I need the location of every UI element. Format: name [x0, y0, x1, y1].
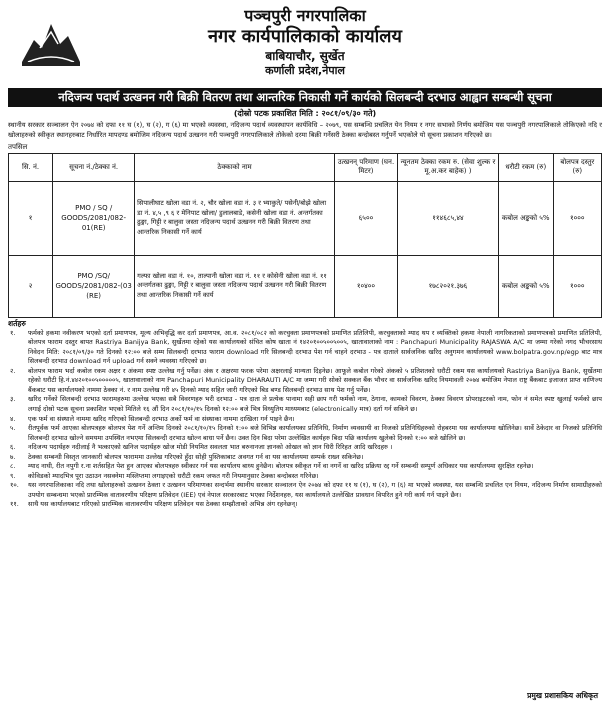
signature-title: प्रमुख प्रशासकिय अधिकृत — [527, 691, 598, 700]
contract-name: गल्फा खोला वडा नं. १०, ताल्पानी खोला वडा नं. ११ र कोसेनी खोला वडा नं. ११ अन्तर्गतका ढुङ्गा, गिट्टी र बालुवा जस्ता नदिजन्य पदार्थ उत्खनन गरी बिक्री वितरण तथा आन्तरिक निकासी गर्ने कार्य — [135, 255, 335, 317]
deposit-amount: कबोल अङ्कको ५% — [498, 255, 553, 317]
table-row — [9, 255, 602, 317]
municipality-emblem-icon — [20, 10, 82, 68]
minimum-amount: ११४६८५,४४ — [398, 181, 499, 255]
column-header: बोलपत्र दस्तुर (रु) — [553, 153, 601, 181]
serial-number: २ — [9, 255, 53, 317]
column-header: ठेक्काको नाम — [135, 153, 335, 181]
list-item: १०. यस नगरपालिकाका नदि तथा खोलाहरुको उत्खनन ठेक्ता र उत्खनन परिमाणका सन्दर्भमा स्थानीय सरकार सञ्चालन ऐन २०७४ को दफा ११ घ (१), घ (२), ग (६) मा भएको व्यवस्था, यस सम्बन्धि प्रचलित एन नियम, नदिजन्य निर्माण सामाग्रीहरुको उपयोग सम्बन्धमा भएको प्रारम्भिक वातावरणीय परिक्षण प्रतिवेदन (IEE) एवं नेपाल सरकारबाट भएका निर्देशनहरु, यस कार्यालयले उल्लेखित प्रावधान विपरित हुने गरी कार्य गर्न पाइने छैन। — [10, 481, 602, 499]
bid-fee: १००० — [553, 255, 601, 317]
letterhead — [8, 4, 602, 88]
column-header: सि. नं. — [9, 153, 53, 181]
contract-name: सिपालीघाट खोला वडा नं. २, चौर खोला वडा नं. ३ र भ्याकुते/ पसेनी/बोझे खोला डा नं. ४,५ ,९ ६ र मेनिपाट खोला/ डुलालबाडे, कसेनी खोला वडा नं. अन्तर्गतका ढुङ्गा, गिट्टी र बालुवा जस्ता नदिजन्य पदार्थ उत्खनन गरी बिक्री वितरण तथा आन्तरिक निकासी गर्ने कार्य — [135, 181, 335, 255]
serial-number: १ — [9, 181, 53, 255]
column-header: न्यूनतम ठेक्का रकम रु. (सेवा शुल्क र मू.अ.कर बाहेक) ) — [398, 153, 499, 181]
list-item: ११. साथै यस कार्यालयबाट गरिएको प्रारम्भिक वातावरणीय परिक्षण प्रतिवेदन यस ठेक्का सम्झौताको अभिन्न अंग रहनेछन्। — [10, 500, 298, 509]
list-item: ८. म्याद नाघी, रीत नपुगी र.ना शर्तसहित पेश हुन आएका बोलपत्रहरु स्वीकार गर्न यस कार्यालय बाध्य हुनेछैन। बोलपत्र स्वीकृत गर्ने वा नगर्ने वा खरिद प्रक्रिया रद्द गर्ने सम्बन्धी सम्पूर्ण अधिकार यस कार्यालयमा सुरक्षित रहनेछ। — [10, 462, 534, 471]
conditions-list — [8, 329, 602, 510]
table-header-row — [9, 153, 602, 181]
list-item: ६. नदिजन्य पदार्थहरु नदीलाई नै भत्काएको खनिज पदार्थहरु खोज मोडी नियमित सवलता भात बरुनानजा ज्ञानको ओखल को ज्ञान धिरी रिरिहत आदि खरिदहरु । — [10, 443, 393, 452]
office-address: बाबियाचौर, सुर्खेत — [265, 49, 345, 63]
contract-table — [8, 153, 602, 318]
list-item: २. बोलपत्र फाराम भर्दा कबोल रकम अक्षर र अंकमा स्पष्ट उल्लेख गर्नु पर्नेछ। अंक र अक्षरमा फरक परेमा अक्षरलाई मान्यता दिइनेछ। आफूले कबोल गरेको अंकको ५ प्रतिशतको धरौटी रकम यस कार्यालयको Rastriya Banijya Bank, सुर्खेतमा रहेको धरौटी हि.नं.४४२०१००५०००००५, खातावालाको नाम Panchapuri Municipality DHARAUTI A/C मा जम्मा गरी सोको सक्कल बैंक भौचर वा सार्वजनिक खरिद नियमावली २०७४ बमोजिम नेपाल राष्ट्र बैंकबाट इजाजत प्राप्त वाणिज्य बैंकबाट यस कार्यालयको नाममा ठेक्का नं. र नाम उल्लेख गरी ४५ दिनको म्याद सहित जारी गरिएको बिड बण्ड सिलबन्दी दरभाउ साथ पेश गर्नु पर्नेछ। — [10, 366, 602, 394]
list-item: ४. एक फर्म वा संस्थाले नाममा खरिद गरिएको सिलबन्दी दरभाउ अर्को फर्म वा संस्थाका नाममा दाखिला गर्न पाइने छैन। — [10, 414, 295, 423]
publication-date: (दोस्रो पटक प्रकाशित मिति : २०८१/०९/३० गते) — [233, 109, 377, 118]
list-item: ३. खरिद गर्नेको सिलबन्दी दरभाउ फारामहरुमा उल्लेख भएका सबै विवरणहरु भरी दरभाउ - पत्र दाता ले प्रत्येक पानामा सही छाप गरी फर्मको नाम, ठेगाना, कामको विवरण, ठेक्का विवरण प्रोपराइटरको नाम, फोन नं समेत स्पष्ट खुलाई फर्मको छाप लगाई दोस्रो पटक सूचना प्रकाशित भएको मितिले १६ औं दिन २०८१/१०/१५ दिनको १२:०० बजे भित्र विध्युतिय माध्यमबाट (electronically मात्र) दर्ता गर्न सकिने छ। — [10, 395, 602, 413]
list-item: ९. कोविडको म्यादभित्र पूरा उठाउन नसक्नेमा मस्लिप्तमा लगाइएको धरौटी रकम जफत गरी नियमानुसार ठेक्का बन्दोबस्त गरिनेछ। — [10, 471, 319, 480]
notice-number: PMO / SQ / GOODS/2081/082-01(RE) — [53, 181, 135, 255]
minimum-amount: १७८२०२१.३७६ — [398, 255, 499, 317]
intro-paragraph: स्थानीय सरकार सञ्चालन ऐन २०७४ को दफा ११ घ (१), घ (२), ग (६) मा भएको व्यवस्था, नदिजन्य पदार्थ व्यवस्थापन कार्यविधि – २०७९, यस सम्बन्धि प्रचलित येन नियम र नगर सभाको निर्णय बमोजिम यस पञ्चपुरी नगरपालिकाले तोकिएको नदि र खोलाहरुको स्वीकृत स्थानहरुबाट निर्धारित मापदण्ड बमोजिम नदिजन्य पदार्थ उत्खनन गरी पञ्चपुरी नगरपालिकाले तोकेको दरमा बिक्री गर्नेसरी ठेक्का बन्दोबस्त गर्नुपर्ने भएकोले यो सूचना प्रकाशन गरिएको छ। — [8, 121, 602, 139]
excavation-volume: ६५०० — [334, 181, 397, 255]
conditions-heading: शर्तहरु — [8, 318, 26, 328]
province-name: कर्णाली प्रदेश,नेपाल — [265, 64, 345, 77]
deposit-amount: कबोल अङ्कको ५% — [498, 181, 553, 255]
list-item: ५. रीतपूर्वक फर्म आएका बोलपत्रहरु बोलपत्र पेश गर्ने अन्तिम दिनको २०८१/१०/१५ दिनको १:०० बजे विभिन्न कार्यालयका प्रतिनिधि, निर्माण व्यवसायी वा निजको प्रतिनिधिहरुको रोहबरमा यस कार्यालयमा खोलिनेछ। सार्वे ठेकेदार वा निजको प्रतिनिधि सिलबन्दी दरभाउ खोल्ने समयमा उपस्थित नभएमा सिलबन्दी दरभाउ खोल्न बाधा पर्ने छैन। उक्त दिन बिदा परेमा उल्लेखित कार्यहरु बिदा पछि कार्यालय खुलेको दिनको १:०० बजे खोलिने छ। — [10, 424, 602, 442]
column-header: धरौटी रकम (रु) — [498, 153, 553, 181]
excavation-volume: १०४०० — [334, 255, 397, 317]
notice-title: नदिजन्य पदार्थ उत्खनन गरी बिक्री वितरण तथा आन्तरिक निकासी गर्ने कार्यको सिलबन्दी दरभाउ आह्वान सम्बन्धी सूचना — [8, 88, 602, 107]
municipality-name: पञ्चपुरी नगरपालिका — [244, 6, 366, 25]
table-row — [9, 181, 602, 255]
schedule-label: तपसिल — [8, 142, 28, 151]
list-item: १. फर्मको हकमा नवीकरण भएको दर्ता प्रमाणपत्र, मूल्य अभिवृद्धि कर दर्ता प्रमाणपत्र, आ.व. २०८१/०८२ को करचुक्ता प्रमाणपत्रको प्रमाणित प्रतिलिपी, करचुक्ताको म्याद थप र व्यक्तिको हकमा नेपाली नागरिकताको प्रमाणपत्रको प्रमाणित प्रतिलिपी, बोलपत्र फाराम दस्तुर बापत Rastriya Banijya Bank, सुर्खेतमा रहेको यस कार्यालयको संचित कोष खाता नं १४२०१००५००५००५, खातावालाको नाम : Panchapuri Municipality RAJASWA A/C मा जम्मा गरेको नगद भौचरसाथ निवेदन मिति: २०८१/०९/३० गते दिनको १२:०० बजे सम्म सिलबन्दी दरभाउ फाराम download गरि सिलबन्दी दरभाउ पेश गर्न चाहने दरभाउ - पत्र दाताले सार्वजनिक खरिद अनुगमन कार्यालयको www.bolpatra.gov.np/egp बाट मात्र सिलबन्दी दरभाउ download गर्न upload गर्न सक्ने व्यवस्था गरिएको छ। — [10, 328, 602, 366]
notice-number: PMO /SQ/ GOODS/2081/082-(03 (RE) — [53, 255, 135, 317]
office-name: नगर कार्यपालिकाको कार्यालय — [208, 26, 402, 47]
bid-fee: १००० — [553, 181, 601, 255]
column-header: उत्खनन् परिमाण (घन. मिटर) — [334, 153, 397, 181]
list-item: ७. ठेक्का सम्बन्धी विस्तृत जानकारी बोलपत्र फाराममा उल्लेख गरिएको हुँदा सोही पुस्तिकाबाट अवगत गर्न वा यस कार्यालयमा सम्पर्क राख्न सकिनेछ। — [10, 452, 364, 461]
column-header: सूचना नं./ठेक्का नं. — [53, 153, 135, 181]
